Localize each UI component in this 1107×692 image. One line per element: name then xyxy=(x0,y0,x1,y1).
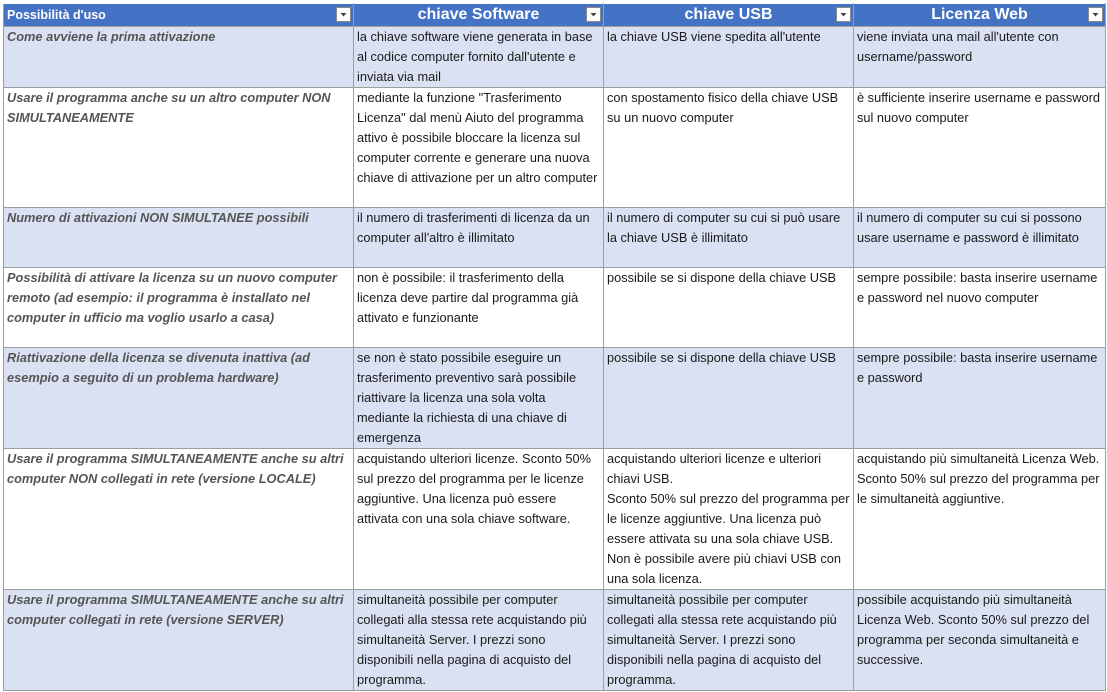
web-cell[interactable]: il numero di computer su cui si possono usare username e password è illimitato xyxy=(854,208,1106,268)
software-cell[interactable]: acquistando ulteriori licenze. Sconto 50% sul prezzo del programma per le licenze aggiuntive. Una licenza può essere attivata con una sola chiave software. xyxy=(354,449,604,590)
web-cell[interactable]: possibile acquistando più simultaneità Licenza Web. Sconto 50% sul prezzo del programma per seconda simultaneità e successive. xyxy=(854,590,1106,691)
usb-cell[interactable]: acquistando ulteriori licenze e ulteriori chiavi USB. Sconto 50% sul prezzo del programma per le licenze aggiuntive. Una licenza può essere attivata su una sola chiave USB. Non è possibile avere più chiavi USB con una sola licenza. xyxy=(604,449,854,590)
feature-cell[interactable]: Possibilità di attivare la licenza su un nuovo computer remoto (ad esempio: il programma è installato nel computer in ufficio ma voglio usarlo a casa) xyxy=(4,268,354,348)
web-cell[interactable]: sempre possibile: basta inserire username e password nel nuovo computer xyxy=(854,268,1106,348)
usb-cell[interactable]: simultaneità possibile per computer collegati alla stessa rete acquistando più simultaneità Server. I prezzi sono disponibili nella pagina di acquisto del programma. xyxy=(604,590,854,691)
software-cell[interactable]: la chiave software viene generata in base al codice computer fornito dall'utente e inviata via mail xyxy=(354,27,604,88)
comparison-table xyxy=(3,3,1106,691)
column-header-label: Licenza Web xyxy=(931,6,1028,23)
filter-dropdown-button[interactable] xyxy=(336,7,351,22)
feature-cell[interactable]: Usare il programma SIMULTANEAMENTE anche su altri computer collegati in rete (versione SERVER) xyxy=(4,590,354,691)
software-cell[interactable]: simultaneità possibile per computer collegati alla stessa rete acquistando più simultaneità Server. I prezzi sono disponibili nella pagina di acquisto del programma. xyxy=(354,590,604,691)
usb-cell[interactable]: possibile se si dispone della chiave USB xyxy=(604,268,854,348)
feature-cell[interactable]: Numero di attivazioni NON SIMULTANEE possibili xyxy=(4,208,354,268)
web-cell[interactable]: acquistando più simultaneità Licenza Web. Sconto 50% sul prezzo del programma per le simultaneità aggiuntive. xyxy=(854,449,1106,590)
usb-cell[interactable]: il numero di computer su cui si può usare la chiave USB è illimitato xyxy=(604,208,854,268)
table-row xyxy=(4,268,1106,348)
table-row xyxy=(4,590,1106,691)
table-row xyxy=(4,88,1106,208)
column-header-software[interactable] xyxy=(354,4,604,27)
chevron-down-icon xyxy=(837,8,850,21)
column-header-feature[interactable] xyxy=(4,4,354,27)
usb-cell[interactable]: la chiave USB viene spedita all'utente xyxy=(604,27,854,88)
column-header-label: chiave USB xyxy=(684,6,773,23)
table-row xyxy=(4,449,1106,590)
column-header-usb[interactable] xyxy=(604,4,854,27)
software-cell[interactable]: non è possibile: il trasferimento della licenza deve partire dal programma già attivato e funzionante xyxy=(354,268,604,348)
chevron-down-icon xyxy=(1089,8,1102,21)
software-cell[interactable]: il numero di trasferimenti di licenza da un computer all'altro è illimitato xyxy=(354,208,604,268)
column-header-label: Possibilità d'uso xyxy=(7,8,106,22)
chevron-down-icon xyxy=(587,8,600,21)
header-row xyxy=(4,4,1106,27)
feature-cell[interactable]: Riattivazione della licenza se divenuta inattiva (ad esempio a seguito di un problema hardware) xyxy=(4,348,354,449)
software-cell[interactable]: se non è stato possibile eseguire un trasferimento preventivo sarà possibile riattivare la licenza una sola volta mediante la richiesta di una chiave di emergenza xyxy=(354,348,604,449)
table-row xyxy=(4,348,1106,449)
chevron-down-icon xyxy=(337,8,350,21)
software-cell[interactable]: mediante la funzione "Trasferimento Licenza" dal menù Aiuto del programma attivo è possibile bloccare la licenza sul computer corrente e generare una nuova chiave di attivazione per un altro computer xyxy=(354,88,604,208)
web-cell[interactable]: sempre possibile: basta inserire username e password xyxy=(854,348,1106,449)
usb-cell[interactable]: con spostamento fisico della chiave USB su un nuovo computer xyxy=(604,88,854,208)
table-row xyxy=(4,208,1106,268)
column-header-web[interactable] xyxy=(854,4,1106,27)
filter-dropdown-button[interactable] xyxy=(836,7,851,22)
table-row xyxy=(4,27,1106,88)
column-header-label: chiave Software xyxy=(417,6,540,23)
web-cell[interactable]: viene inviata una mail all'utente con username/password xyxy=(854,27,1106,88)
filter-dropdown-button[interactable] xyxy=(586,7,601,22)
web-cell[interactable]: è sufficiente inserire username e password sul nuovo computer xyxy=(854,88,1106,208)
feature-cell[interactable]: Come avviene la prima attivazione xyxy=(4,27,354,88)
feature-cell[interactable]: Usare il programma SIMULTANEAMENTE anche su altri computer NON collegati in rete (versione LOCALE) xyxy=(4,449,354,590)
filter-dropdown-button[interactable] xyxy=(1088,7,1103,22)
feature-cell[interactable]: Usare il programma anche su un altro computer NON SIMULTANEAMENTE xyxy=(4,88,354,208)
usb-cell[interactable]: possibile se si dispone della chiave USB xyxy=(604,348,854,449)
